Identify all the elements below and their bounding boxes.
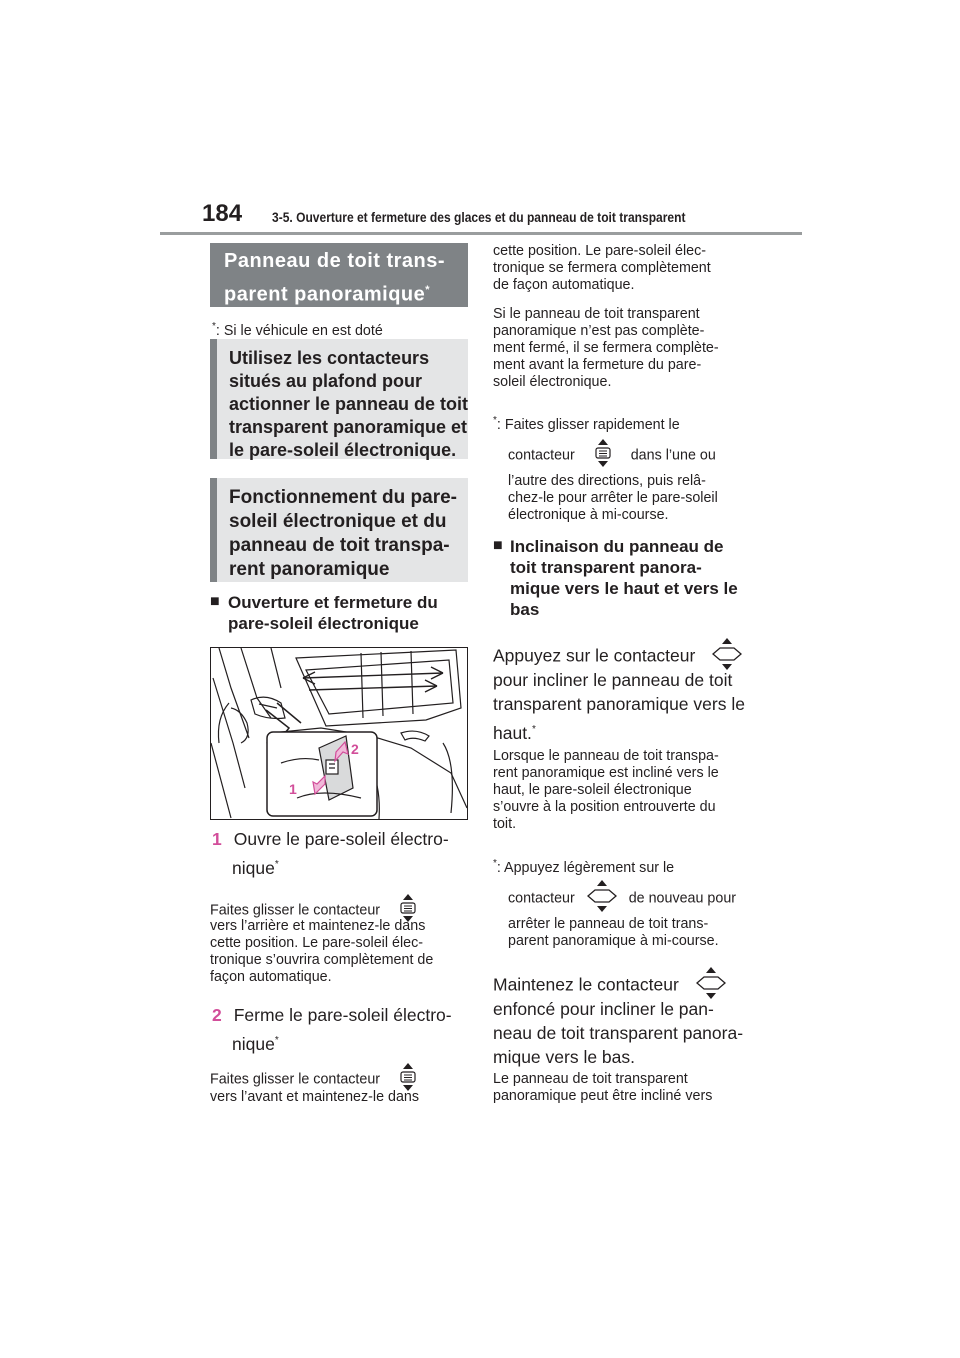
page-number: 184	[202, 200, 243, 227]
body-line: Si le panneau de toit transparent	[493, 306, 700, 322]
body-line: ment avant la fermeture du pare-	[493, 357, 702, 373]
closing-note-paragraph	[493, 306, 719, 391]
body-line: mique vers le bas.	[493, 1047, 636, 1067]
asterisk-mark: *	[212, 321, 216, 332]
step-2-label-cont: nique*	[232, 1033, 279, 1054]
body-line: soleil électronique.	[493, 374, 612, 390]
footnote-stop-tilt: *: Appuyez légèrement sur le	[493, 858, 675, 876]
intro-line: actionner le panneau de toit	[229, 394, 469, 414]
asterisk-mark: *	[493, 415, 497, 426]
asterisk-mark: *	[274, 1035, 279, 1046]
tilt-up-paragraph	[493, 668, 745, 745]
tilt-down-first-line: Maintenez le contacteur	[493, 966, 728, 1006]
note-line: arrêter le panneau de toit trans-	[508, 916, 709, 932]
section-heading-line: Panneau de toit trans-	[224, 250, 446, 272]
function-heading-line: rent panoramique	[229, 559, 390, 580]
intro-line: le pare-soleil électronique.	[229, 440, 457, 460]
function-heading-line: panneau de toit transpa-	[229, 535, 450, 556]
subheading-line: Inclinaison du panneau de	[510, 537, 724, 556]
body-line: tronique s’ouvrira complètement de	[210, 952, 434, 968]
tilt-down-paragraph	[493, 997, 743, 1069]
intro-line: Utilisez les contacteurs	[229, 348, 430, 368]
body-line: panoramique n’est pas complète-	[493, 323, 705, 339]
intro-box	[210, 339, 468, 459]
step-2-text-first: Faites glisser le contacteur	[210, 1062, 418, 1097]
body-line: rent panoramique est incliné vers le	[493, 765, 719, 781]
note-line: l’autre des directions, puis relâ-	[508, 473, 706, 489]
subheading-line: Ouverture et fermeture du	[228, 593, 438, 612]
body-line: de façon automatique.	[493, 277, 635, 293]
footnote-stop-tilt-cont	[508, 916, 719, 950]
asterisk-mark: *	[274, 859, 279, 870]
step-2-label: 2 Ferme le pare-soleil électro-	[212, 1005, 452, 1025]
body-line: pour incliner le panneau de toit	[493, 670, 733, 690]
asterisk-mark: *	[531, 724, 536, 735]
body-line: façon automatique.	[210, 969, 332, 985]
callout-2: 2	[351, 741, 359, 757]
step-number: 2	[212, 1005, 222, 1025]
step-number: 1	[212, 829, 222, 849]
body-line: haut, le pare-soleil électronique	[493, 782, 692, 798]
body-line: transparent panoramique vers le	[493, 694, 745, 714]
body-line: tronique se fermera complètement	[493, 260, 711, 276]
roof-console-drawing	[211, 648, 467, 819]
subheading-line: toit transparent panora-	[510, 558, 702, 577]
section-title: 3-5. Ouverture et fermeture des glaces et du panneau de toit transparent	[272, 209, 686, 225]
step-1-paragraph	[210, 918, 433, 986]
sunshade-illustration	[210, 647, 468, 820]
body-line: vers l’avant et maintenez-le dans	[210, 1089, 420, 1105]
intro-line: situés au plafond pour	[229, 371, 423, 391]
body-line: s’ouvre à la position entrouverte du	[493, 799, 716, 815]
sunshade-subheading	[210, 592, 438, 634]
function-heading-box	[210, 478, 468, 582]
note-line: chez-le pour arrêter le pare-soleil	[508, 490, 718, 506]
bullet-square: ■	[493, 537, 503, 554]
function-heading-line: soleil électronique et du	[229, 511, 447, 532]
step-1-label-cont: nique*	[232, 857, 279, 878]
note-line: parent panoramique à mi-course.	[508, 933, 719, 949]
body-line: Lorsque le panneau de toit transpa-	[493, 748, 719, 764]
body-line: panoramique peut être incliné vers	[493, 1088, 713, 1104]
callout-1: 1	[289, 781, 297, 797]
subheading-line: bas	[510, 600, 540, 619]
footnote-stop-sunshade-cont	[508, 473, 718, 524]
subheading-line: pare-soleil électronique	[228, 614, 419, 633]
footnote-stop-tilt-switch-line: contacteur de nouveau pour	[508, 879, 736, 918]
subheading-line: mique vers le haut et vers le	[510, 579, 738, 598]
section-heading-line: parent panoramique*	[224, 283, 431, 306]
header-rule	[160, 232, 802, 235]
asterisk-mark: *	[493, 858, 497, 869]
body-line: cette position. Le pare-soleil élec-	[493, 243, 706, 259]
section-heading-box	[210, 243, 468, 307]
tilt-up-detail	[493, 748, 719, 833]
body-line: cette position. Le pare-soleil élec-	[210, 935, 423, 951]
asterisk-mark: *	[425, 284, 431, 296]
continued-paragraph	[493, 243, 711, 294]
tilt-up-first-line: Appuyez sur le contacteur	[493, 637, 744, 677]
footnote: *: Si le véhicule en est doté	[212, 321, 383, 339]
body-line: haut.*	[493, 722, 536, 743]
body-line: toit.	[493, 816, 517, 832]
tilt-down-detail	[493, 1071, 712, 1105]
step-1-label: 1 Ouvre le pare-soleil électro-	[212, 829, 449, 849]
function-heading-line: Fonctionnement du pare-	[229, 487, 457, 508]
body-line: vers l’arrière et maintenez-le dans	[210, 918, 426, 934]
body-line: enfoncé pour incliner le pan-	[493, 999, 714, 1019]
intro-line: transparent panoramique et	[229, 417, 468, 437]
footnote-stop-sunshade: *: Faites glisser rapidement le	[493, 415, 680, 433]
body-line: neau de toit transparent panora-	[493, 1023, 744, 1043]
body-line: ment fermé, il se fermera complète-	[493, 340, 719, 356]
bullet-square: ■	[210, 593, 220, 610]
footnote-stop-sunshade-switch-line: contacteur dans l’une ou	[508, 438, 716, 473]
tilt-subheading	[493, 536, 738, 620]
step-1-text-first: Faites glisser le contacteur	[210, 893, 418, 928]
note-line: électronique à mi-course.	[508, 507, 669, 523]
body-line: Le panneau de toit transparent	[493, 1071, 688, 1087]
tilt-switch-icon	[585, 879, 619, 918]
sunshade-switch-icon	[593, 438, 613, 473]
